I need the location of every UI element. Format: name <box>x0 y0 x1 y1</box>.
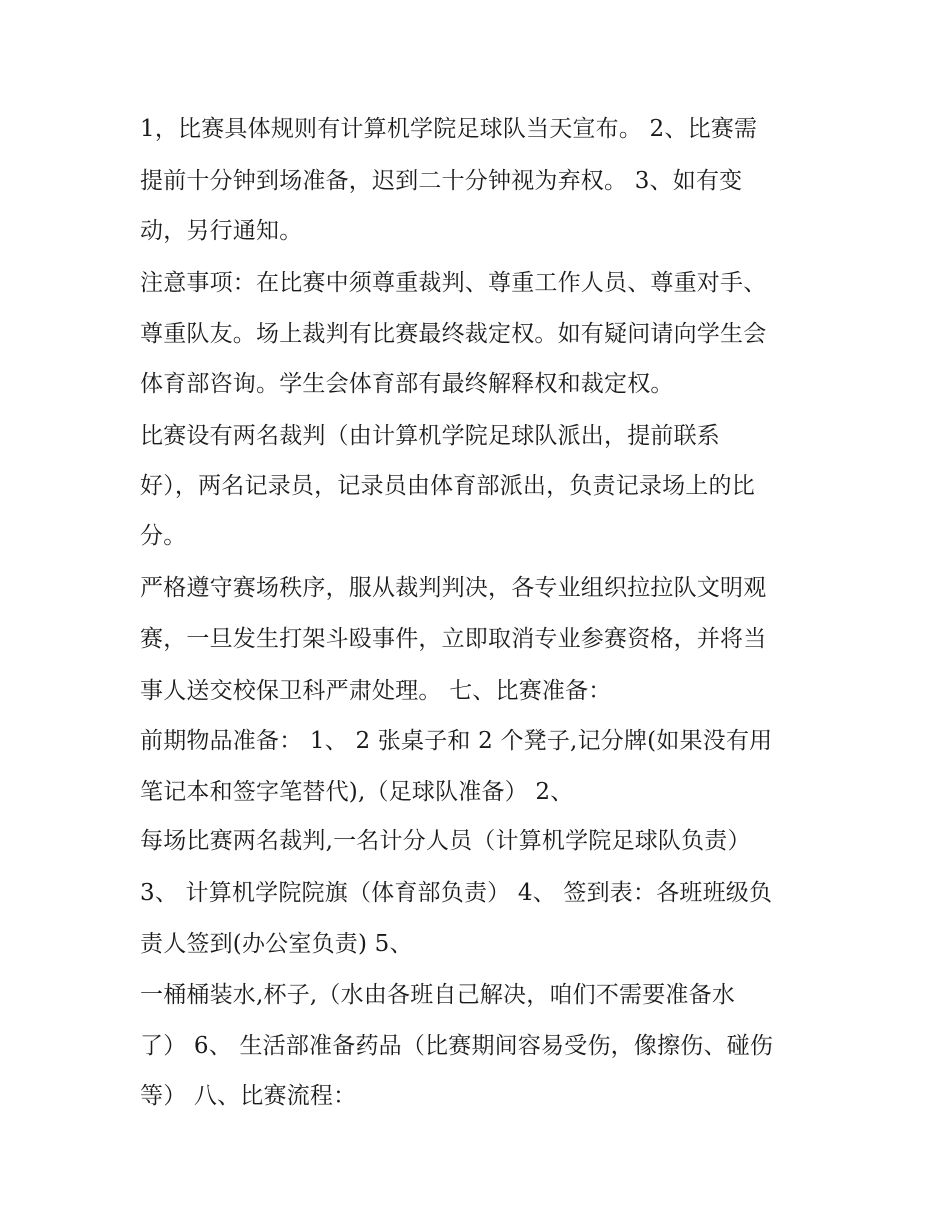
text-line: 3、 计算机学院院旗（体育部负责） 4、 签到表：各班班级负 <box>140 880 773 906</box>
text-line: 动，另行通知。 <box>140 218 303 244</box>
text-line: 了） 6、 生活部准备药品（比赛期间容易受伤，像擦伤、碰伤 <box>140 1033 774 1059</box>
text-line: 一桶桶装水,杯子,（水由各班自己解决，咱们不需要准备水 <box>140 982 736 1008</box>
text-line: 责人签到(办公室负责) 5、 <box>140 931 413 957</box>
text-line: 1，比赛具体规则有计算机学院足球队当天宣布。 2、比赛需 <box>140 116 758 142</box>
text-line: 赛，一旦发生打架斗殴事件，立即取消专业参赛资格，并将当 <box>140 626 767 652</box>
text-line: 前期物品准备： 1、 2 张桌子和 2 个凳子,记分牌(如果没有用 <box>140 728 773 754</box>
text-line: 等） 八、比赛流程： <box>140 1083 357 1109</box>
text-line: 提前十分钟到场准备，迟到二十分钟视为弃权。 3、如有变 <box>140 168 743 194</box>
text-line: 好），两名记录员，记录员由体育部派出，负责记录场上的比 <box>140 473 755 499</box>
text-line: 分。 <box>140 523 187 549</box>
text-line: 尊重队友。场上裁判有比赛最终裁定权。如有疑问请向学生会 <box>140 321 767 347</box>
text-line: 注意事项：在比赛中须尊重裁判、尊重工作人员、尊重对手、 <box>140 270 767 296</box>
text-line: 每场比赛两名裁判,一名计分人员（计算机学院足球队负责） <box>140 828 751 854</box>
text-line: 比赛设有两名裁判（由计算机学院足球队派出，提前联系 <box>140 423 720 449</box>
text-line: 体育部咨询。学生会体育部有最终解释权和裁定权。 <box>140 371 674 397</box>
text-line: 笔记本和签字笔替代),（足球队准备） 2、 <box>140 779 574 805</box>
text-line: 事人送交校保卫科严肃处理。 七、比赛准备： <box>140 678 612 704</box>
text-line: 严格遵守赛场秩序，服从裁判判决，各专业组织拉拉队文明观 <box>140 575 767 601</box>
